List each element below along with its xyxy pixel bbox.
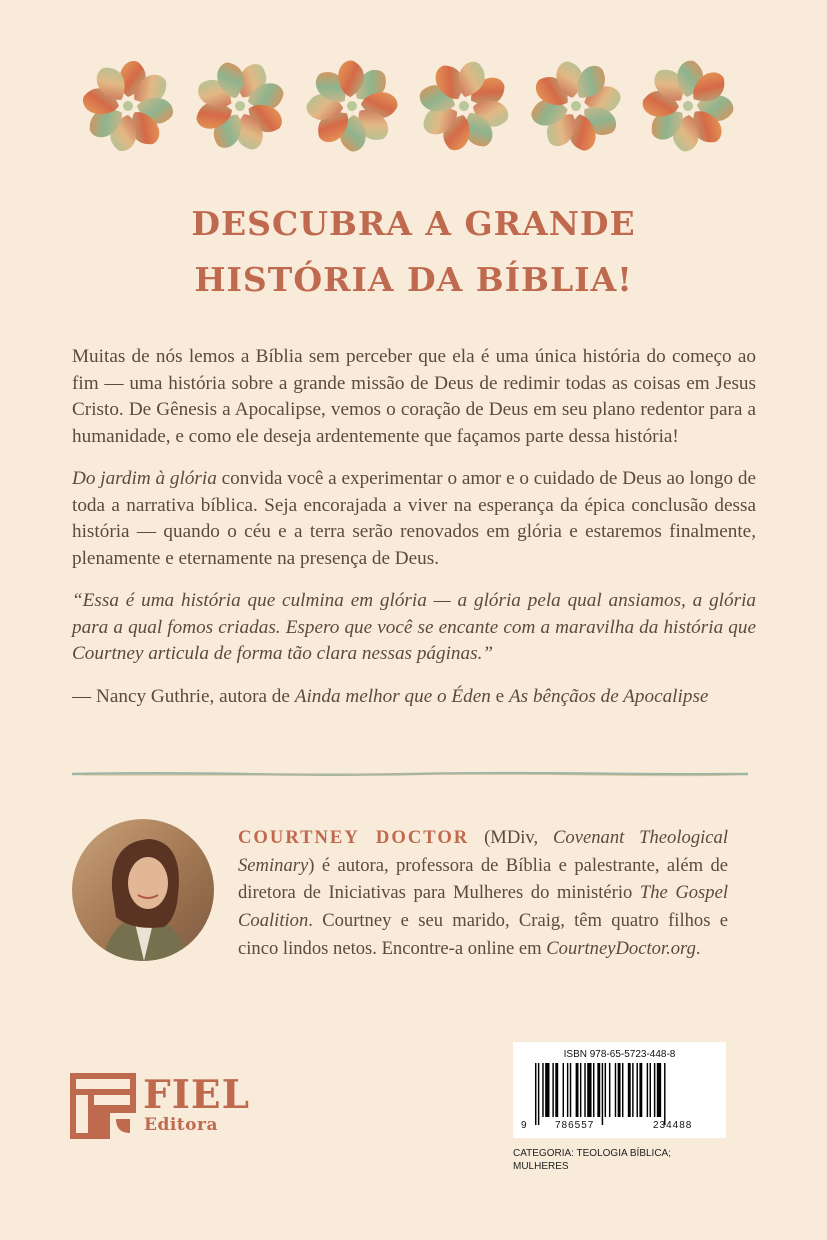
divider-line	[72, 770, 748, 778]
synopsis-paragraph-2-text: convida você a experimentar o amor e o cuidado de Deus ao longo de toda a narrativa bíblica. Seja encorajada a viver na esperança da épica conclusão dessa história — quando o céu e a terra serão renovados em glória e estaremos finalmente, plenamente e eternamente na presença de Deus.	[72, 468, 756, 569]
endorsement-quote: “Essa é uma história que culmina em glória — a glória pela qual ansiamos, a glória para a qual fomos criadas. Espero que você se encante com a maravilha da história que Courtney articula de forma tão clara nessas páginas.”	[72, 590, 756, 664]
barcode-bar	[628, 1063, 631, 1117]
publisher-logo	[70, 1073, 260, 1139]
barcode-bar	[639, 1063, 642, 1117]
flower-2	[184, 60, 296, 152]
author-bio-text-1: ) é autora, professora de Bíblia e palestrante, além de diretora de Iniciativas para Mulheres do ministério	[238, 854, 728, 904]
attribution-book-1: Ainda melhor que o Éden	[294, 685, 491, 707]
isbn-number: ISBN 978-65-5723-448-8	[563, 1049, 676, 1060]
author-ministry: The Gospel Coalition	[238, 882, 729, 932]
category	[513, 1147, 713, 1173]
barcode-bar	[632, 1063, 633, 1117]
headline-line-2: HISTÓRIA DA BÍBLIA!	[194, 260, 633, 299]
barcode-bar	[570, 1063, 571, 1117]
barcode-bar	[615, 1063, 616, 1117]
author-photo	[72, 819, 214, 961]
barcode-bar	[580, 1063, 581, 1117]
attribution-conjunction: e	[490, 685, 509, 707]
publisher-subtitle: Editora	[144, 1115, 218, 1135]
barcode-bar	[605, 1063, 606, 1117]
author-bio-end: .	[695, 937, 701, 959]
headline	[0, 196, 827, 308]
endorsement-attribution	[72, 684, 756, 711]
barcode-bar	[664, 1063, 665, 1125]
headline-line-1: DESCUBRA A GRANDE	[191, 204, 636, 243]
synopsis-paragraph-2	[72, 466, 756, 572]
barcode-bar	[555, 1063, 558, 1117]
barcode-bar	[542, 1063, 543, 1117]
flower-5	[517, 60, 634, 152]
category-line-1: CATEGORIA: TEOLOGIA BÍBLICA;	[513, 1148, 672, 1159]
barcode-bar	[593, 1063, 594, 1117]
barcode-bar	[602, 1063, 603, 1125]
book-title: Do jardim à glória	[72, 468, 217, 489]
barcode-bar	[538, 1063, 539, 1125]
barcode-bar	[597, 1063, 600, 1117]
author-degree: (MDiv,	[469, 827, 554, 848]
barcode-bar	[647, 1063, 648, 1117]
attribution-book-2: As bênçãos de Apocalipse	[508, 685, 709, 707]
category-line-2: MULHERES	[513, 1161, 569, 1172]
barcode-bar	[650, 1063, 651, 1117]
barcode-bar	[576, 1063, 579, 1117]
barcode-bar	[567, 1063, 568, 1117]
barcode	[513, 1042, 726, 1138]
barcode-digit-first: 9	[521, 1120, 527, 1131]
author-website: CourtneyDoctor.org	[546, 937, 696, 959]
barcode-digits-right: 234488	[653, 1120, 693, 1131]
barcode-bar	[609, 1063, 610, 1117]
flower-3	[290, 60, 415, 152]
publisher-logo-icon	[70, 1073, 136, 1139]
barcode-bar	[654, 1063, 655, 1117]
barcode-bar	[657, 1063, 661, 1117]
author-name: COURTNEY DOCTOR	[238, 827, 470, 848]
barcode-bar	[545, 1063, 549, 1117]
barcode-bar	[584, 1063, 585, 1117]
floral-banner	[70, 60, 750, 152]
flower-center	[683, 101, 694, 112]
flower-center	[234, 100, 246, 112]
flower-4	[401, 60, 528, 152]
author-seminary: Covenant Theological Seminary	[238, 827, 728, 876]
barcode-bars	[535, 1063, 719, 1125]
flower-center	[123, 101, 133, 111]
barcode-bar	[622, 1063, 623, 1117]
synopsis-paragraph-1: Muitas de nós lemos a Bíblia sem perceber que ela é uma única história do começo ao fim — uma história sobre a grande missão de Deus de redimir todas as coisas em Jesus Cristo. De Gênesis a Apocalipse, vemos o coração de Deus em seu plano redentor para a humanidade, e como ele deseja ardentemente que façamos parte dessa história!	[72, 346, 756, 447]
barcode-bar	[563, 1063, 564, 1117]
flower-center	[569, 99, 582, 112]
barcode-bar	[618, 1063, 621, 1117]
author-bio	[238, 824, 728, 963]
barcode-digits-left: 786557	[555, 1120, 595, 1131]
flower-center	[457, 99, 471, 113]
author-bio-text-2: . Courtney e seu marido, Craig, têm quatro filhos e cinco lindos netos. Encontre-a online em	[238, 910, 728, 959]
barcode-bar	[535, 1063, 536, 1125]
flower-1	[83, 61, 173, 151]
flower-6	[639, 60, 737, 152]
barcode-bar	[587, 1063, 591, 1117]
synopsis	[72, 344, 756, 726]
attribution-prefix: — Nancy Guthrie, autora de	[72, 685, 295, 707]
publisher-name: FIEL	[143, 1072, 251, 1118]
barcode-bar	[637, 1063, 638, 1117]
barcode-bar	[552, 1063, 553, 1117]
flower-center	[345, 99, 359, 113]
